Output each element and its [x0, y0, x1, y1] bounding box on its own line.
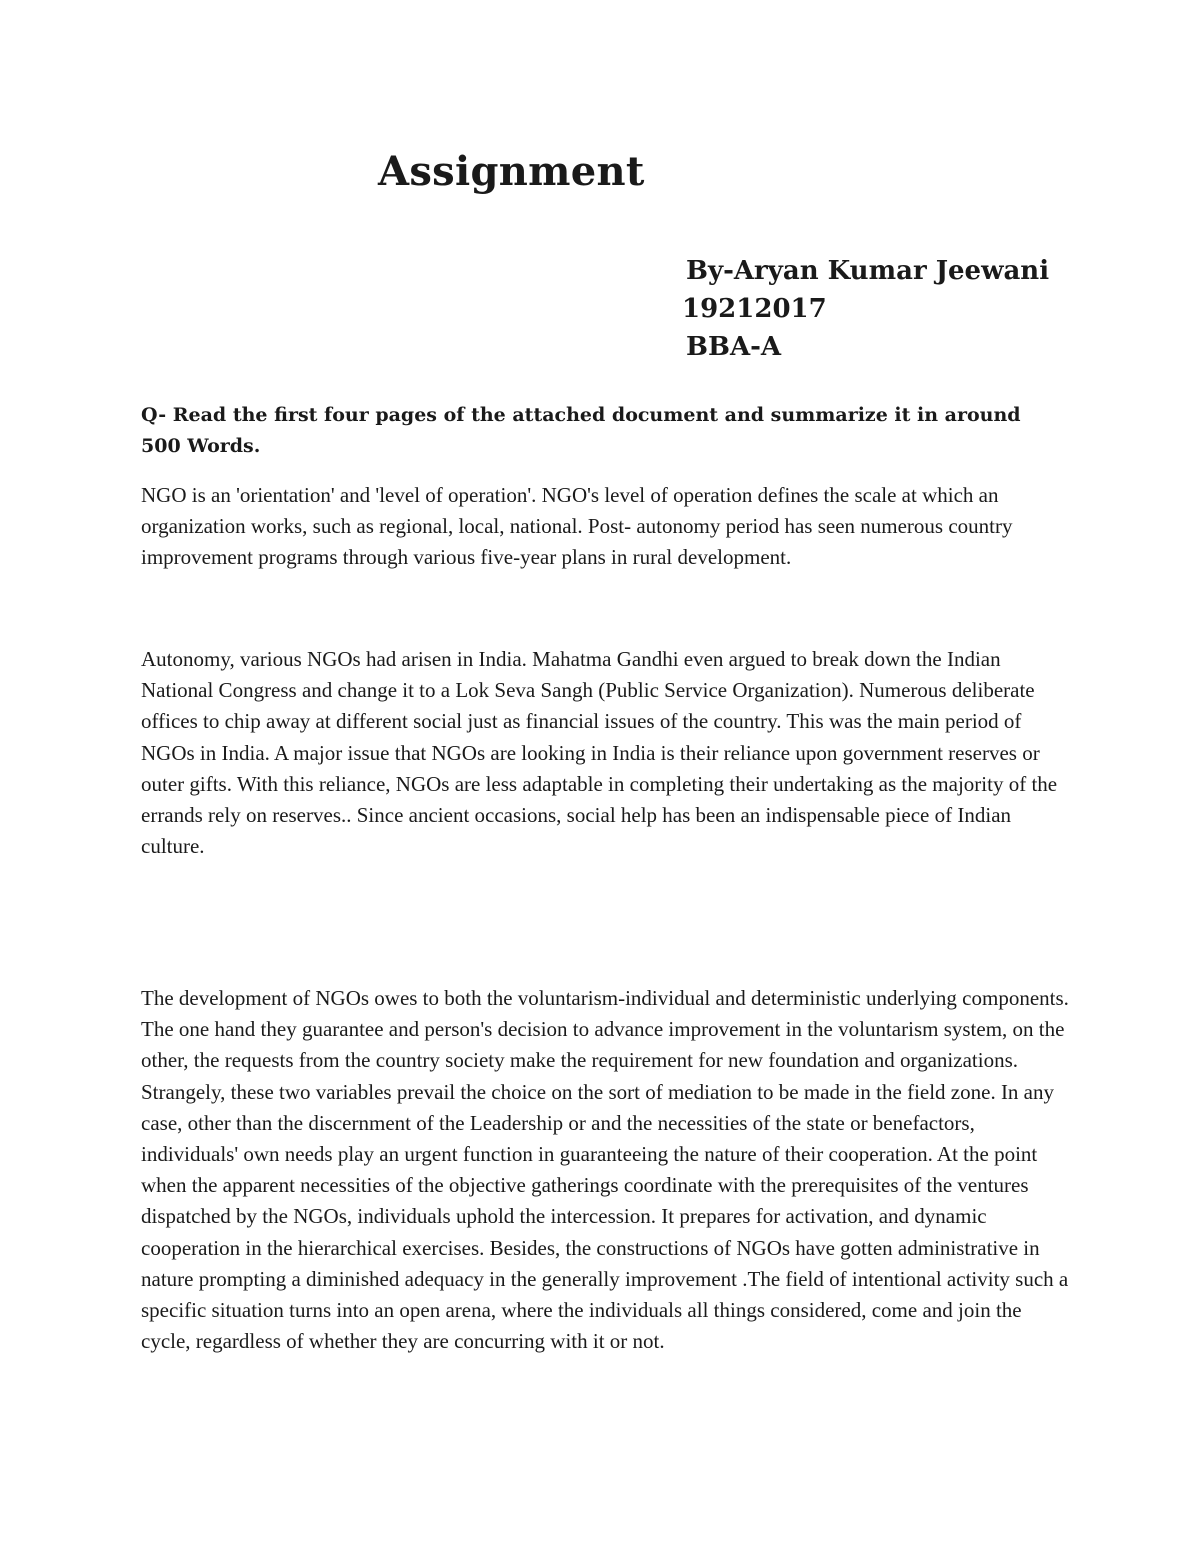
paragraph-2: Autonomy, various NGOs had arisen in India. Mahatma Gandhi even argued to break down the Indian National Congress and change it to a Lok Seva Sangh (Public Service Organization). Numerous deliberate offices to chip away at different social just as financial issues of the country. This was the main period of NGOs in India. A major issue that NGOs are looking in India is their reliance upon government reserves or outer gifts. With this reliance, NGOs are less adaptable in completing their undertaking as the majority of the errands rely on reserves.. Since ancient occasions, social help has been an indispensable piece of Indian culture. — [141, 647, 1058, 859]
document-title: Assignment — [378, 148, 645, 195]
assignment-question: Q- Read the first four pages of the attached document and summarize it in around 500 Words. — [141, 404, 1021, 457]
paragraph-3: The development of NGOs owes to both the voluntarism-individual and deterministic underlying components. The one hand they guarantee and person's decision to advance improvement in the voluntarism system, on the other, the requests from the country society make the requirement for new foundation and organizations. Strangely, these two variables prevail the choice on the sort of mediation to be made in the field zone. In any case, other than the discernment of the Leadership or and the necessities of the state or benefactors, individuals' own needs play an urgent function in guaranteeing the nature of their cooperation. At the point when the apparent necessities of the objective gatherings coordinate with the prerequisites of the ventures dispatched by the NGOs, individuals uphold the intercession. It prepares for activation, and dynamic cooperation in the hierarchical exercises. Besides, the constructions of NGOs have gotten administrative in nature prompting a diminished adequacy in the generally improvement .The field of intentional activity such a specific situation turns into an open arena, where the individuals all things considered, come and join the cycle, regardless of whether they are concurring with it or not. — [141, 986, 1069, 1354]
class-section: BBA-A — [686, 332, 782, 362]
author-name: By-Aryan Kumar Jeewani — [686, 256, 1050, 286]
author-block — [682, 252, 1049, 366]
roll-number: 19212017 — [682, 294, 827, 324]
paragraph-1: NGO is an 'orientation' and 'level of operation'. NGO's level of operation defines the scale at which an organization works, such as regional, local, national. Post- autonomy period has seen numerous country improvement programs through various five-year plans in rural development. — [141, 483, 1013, 570]
